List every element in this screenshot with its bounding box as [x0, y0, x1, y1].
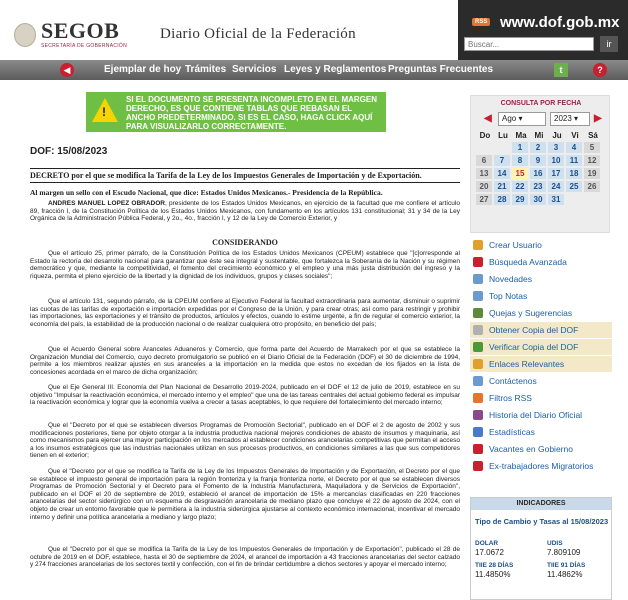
sidebar-link[interactable]	[470, 458, 612, 475]
indicator-value: 17.0672	[475, 548, 504, 557]
sidebar-link-label: Verificar Copia del DOF	[489, 342, 579, 352]
indicator-label: DOLAR	[475, 540, 499, 547]
calendar-day[interactable]: 26	[584, 181, 600, 192]
calendar-day[interactable]: 20	[476, 181, 492, 192]
calendar-day[interactable]: 7	[494, 155, 510, 166]
warning-icon: !	[92, 98, 118, 122]
intro-text: , presidente de los Estados Unidos Mexicanos, en ejercicio de la facultad que me confiere el artículo 89, fracción I, de la Constitución Política de los Estados Unidos Mexicanos, con fundamento en los artículos 131 constitucional; 31 y 34 de la Ley Orgánica de la Administración Pública Federal, y 2o., 4o., fracción I, y 12 de la Ley de Comercio Exterior, y	[30, 200, 460, 223]
calendar-weekdays	[476, 131, 606, 140]
coat-of-arms-icon	[14, 23, 36, 47]
header	[0, 0, 628, 60]
sidebar-link[interactable]	[470, 356, 612, 373]
sidebar-link[interactable]	[470, 424, 612, 441]
indicators-panel	[470, 497, 612, 600]
calendar-empty-cell	[584, 194, 600, 205]
indicator-value: 7.809109	[547, 548, 581, 557]
complaint-icon	[473, 308, 483, 318]
calendar-weekday: Ma	[515, 131, 527, 140]
calendar-empty-cell	[476, 142, 492, 153]
star-icon	[473, 291, 483, 301]
calendar-weekday: Ju	[552, 131, 562, 140]
calendar-weekday: Mi	[534, 131, 544, 140]
sidebar-link[interactable]	[470, 339, 612, 356]
calendar-day[interactable]: 10	[548, 155, 564, 166]
nav-tramites[interactable]: Trámites	[185, 64, 227, 75]
rss-icon	[473, 393, 483, 403]
calendar-empty-cell	[494, 142, 510, 153]
segob-subtitle: SECRETARÍA DE GOBERNACIÓN	[41, 43, 128, 49]
calendar-day[interactable]: 1	[512, 142, 528, 153]
paragraph-5: Que el "Decreto por el que se establecen diversos Programas de Promoción Sectorial", publicado en el DOF el 2 de agosto de 2002 y sus modificaciones posteriores, tiene por objeto otorgar a la industria productiva nacional mejores condiciones de abasto de insumos y maquinaria, así como mecanismos para ejercer una mayor participación en los mercados al establecer condiciones arancelarias competitivas que permitan el acceso a los insumos estratégicos que las industrias nacionales utilizan en sus procesos productivos, en condiciones similares a las que sus competidores tienen en el exterior;	[30, 422, 460, 460]
calendar-day[interactable]: 14	[494, 168, 510, 179]
sidebar-link[interactable]	[470, 441, 612, 458]
help-icon[interactable]: ?	[593, 63, 607, 77]
etm-icon	[473, 461, 483, 471]
calendar-day[interactable]: 21	[494, 181, 510, 192]
sidebar-link[interactable]	[470, 254, 612, 271]
warning-text[interactable]: SI EL DOCUMENTO SE PRESENTA INCOMPLETO EN EL MARGEN DERECHO, ES QUE CONTIENE TABLAS QUE REBASAN EL ANCHO PREDETERMINADO. SI ES EL CASO, HAGA CLICK AQUÍ PARA VISUALIZARLO CORRECTAMENTE.	[126, 95, 377, 131]
home-icon[interactable]: ◀	[60, 63, 74, 77]
calendar-day[interactable]: 2	[530, 142, 546, 153]
intro-paragraph	[30, 200, 460, 223]
site-box	[458, 0, 628, 60]
nav-preguntas-frecuentes[interactable]: Preguntas Frecuentes	[388, 64, 494, 75]
link-icon	[473, 359, 483, 369]
calendar-day[interactable]: 3	[548, 142, 564, 153]
month-value: Ago	[502, 114, 517, 123]
indicators-subtitle: Tipo de Cambio y Tasas al 15/08/2023	[475, 517, 609, 526]
indicator-value: 11.4850%	[475, 570, 511, 579]
indicator-label: UDIS	[547, 540, 563, 547]
rss-icon[interactable]: RSS	[472, 18, 490, 26]
calendar-day[interactable]: 22	[512, 181, 528, 192]
calendar-day[interactable]: 12	[584, 155, 600, 166]
calendar-week	[476, 181, 606, 192]
site-title: Diario Oficial de la Federación	[160, 26, 356, 42]
calendar-title: CONSULTA POR FECHA	[500, 100, 582, 107]
sidebar-link[interactable]	[470, 237, 612, 254]
calendar-weekday: Sá	[588, 131, 598, 140]
sidebar-link-label: Historia del Diario Oficial	[489, 410, 583, 420]
calendar-grid	[476, 131, 606, 205]
calendar-days	[476, 142, 606, 205]
check-icon	[473, 342, 483, 352]
sidebar-link[interactable]	[470, 373, 612, 390]
paragraph-2: Que el artículo 131, segundo párrafo, de la CPEUM confiere al Ejecutivo Federal la facultad extraordinaria para aumentar, disminuir o suprimir las cuotas de las tarifas de exportación e importación expedidas por el Congreso de la Unión, y para crear otras; así como para restringir y prohibir las importaciones, las exportaciones y el tránsito de productos, artículos y efectos, cuando lo estime urgente, a fin de regular el comercio exterior, la economía del país, la estabilidad de la producción nacional o de realizar cualquiera otro propósito, en beneficio del país;	[30, 298, 460, 328]
decree-title: DECRETO por el que se modifica la Tarifa de la Ley de los Impuestos Generales de Importación y de Exportación.	[30, 168, 460, 183]
sidebar-link-label: Novedades	[489, 274, 533, 284]
calendar-day[interactable]: 18	[566, 168, 582, 179]
calendar-day[interactable]: 4	[566, 142, 582, 153]
calendar-controls	[470, 95, 610, 135]
user-add-icon	[473, 240, 483, 250]
paragraph-7: Que el "Decreto por el que se modifica la Tarifa de la Ley de los Impuestos Generales de Importación y de Exportación", publicado el 28 de octubre de 2019 en el DOF, establece, hasta el 30 de septiembre de 2024, el arancel de importación a 43 fracciones arancelarias del sector calzado y 274 fracciones arancelarias de los sectores textil y confección, con el fin de brindar certidumbre a dichos sectores y apoyar el mercado interno;	[30, 546, 460, 569]
seal-line: Al margen un sello con el Escudo Nacional, que dice: Estados Unidos Mexicanos.- Presidencia de la República.	[30, 188, 383, 197]
sidebar-link[interactable]	[470, 288, 612, 305]
paragraph-1: Que el artículo 25, primer párrafo, de la Constitución Política de los Estados Unidos Mexicanos (CPEUM) establece que "[c]orresponde al Estado la rectoría del desarrollo nacional para garantizar que éste sea integral y sustentable, que fortalezca la Soberanía de la Nación y su régimen democrático y que, mediante la competitividad, el fomento del crecimiento económico y el empleo y una más justa distribución del ingreso y la riqueza, permita el pleno ejercicio de la libertad y la dignidad de los individuos, grupos y clases sociales";	[30, 250, 460, 280]
mail-icon	[473, 376, 483, 386]
calendar-weekday: Vi	[571, 131, 579, 140]
next-month-icon[interactable]: ▶	[594, 113, 602, 124]
sidebar-link-label: Contáctenos	[489, 376, 537, 386]
search-icon	[473, 257, 483, 267]
calendar-day[interactable]: 15	[512, 168, 528, 179]
calendar-day[interactable]: 30	[530, 194, 546, 205]
sidebar-link[interactable]	[470, 322, 612, 339]
site-url[interactable]: www.dof.gob.mx	[500, 14, 620, 31]
history-icon	[473, 410, 483, 420]
indicator-label: TIIE 91 DÍAS	[547, 562, 586, 569]
search-input[interactable]	[464, 37, 594, 51]
sidebar-link-label: Búsqueda Avanzada	[489, 257, 567, 267]
month-select[interactable]: Ago ▾	[498, 112, 546, 126]
segob-logo[interactable]	[14, 20, 127, 49]
calendar-day[interactable]: 28	[494, 194, 510, 205]
calendar-day[interactable]: 23	[530, 181, 546, 192]
sidebar-links	[470, 237, 612, 475]
calendar-day[interactable]: 11	[566, 155, 582, 166]
calendar-weekday: Do	[479, 131, 491, 140]
calendar-day[interactable]: 19	[584, 168, 600, 179]
calendar-day[interactable]: 13	[476, 168, 492, 179]
year-select[interactable]: 2023 ▾	[550, 112, 590, 126]
copy-icon	[473, 325, 483, 335]
nav-ejemplar-de-hoy[interactable]: Ejemplar de hoy	[104, 64, 182, 75]
main-nav	[0, 60, 628, 80]
calendar-day[interactable]: 25	[566, 181, 582, 192]
year-value: 2023	[554, 114, 572, 123]
calendar-day[interactable]: 8	[512, 155, 528, 166]
search-button[interactable]: ir	[600, 36, 618, 52]
sidebar-link-label: Ex-trabajadores Migratorios	[489, 461, 594, 471]
calendar-day[interactable]: 27	[476, 194, 492, 205]
sidebar-link-label: Filtros RSS	[489, 393, 532, 403]
social-icon[interactable]: t	[554, 63, 568, 77]
sidebar-link-label: Top Notas	[489, 291, 528, 301]
calendar-day[interactable]: 24	[548, 181, 564, 192]
nav-leyes-reglamentos[interactable]: Leyes y Reglamentos	[284, 64, 387, 75]
calendar-week	[476, 194, 606, 205]
nav-servicios[interactable]: Servicios	[232, 64, 277, 75]
sidebar-link[interactable]	[470, 271, 612, 288]
paragraph-4: Que el Eje General III. Economía del Plan Nacional de Desarrollo 2019-2024, publicado en el DOF el 12 de julio de 2019, establece en su objetivo "Impulsar la reactivación económica, el mercado interno y el empleo" que una de las tareas centrales del actual gobierno federal es impulsar la reactivación económica y lograr que la economía vuelva a crecer a tasas aceptables, lo que requiere del fortalecimiento del mercado interno;	[30, 384, 460, 407]
indicators-title: INDICADORES	[471, 498, 611, 510]
sidebar-link-label: Vacantes en Gobierno	[489, 444, 573, 454]
calendar-week	[476, 168, 606, 179]
calendar-empty-cell	[566, 194, 582, 205]
sidebar-link-label: Estadísticas	[489, 427, 535, 437]
indicator-label: TIIE 28 DÍAS	[475, 562, 514, 569]
president-name: ANDRÉS MANUEL LÓPEZ OBRADOR	[48, 200, 165, 207]
calendar-week	[476, 155, 606, 166]
calendar-day[interactable]: 17	[548, 168, 564, 179]
sidebar-link[interactable]	[470, 390, 612, 407]
calendar-day[interactable]: 29	[512, 194, 528, 205]
calendar-week	[476, 142, 606, 153]
sidebar-link-label: Enlaces Relevantes	[489, 359, 565, 369]
segob-title: SEGOB	[41, 18, 120, 43]
paragraph-6: Que el "Decreto por el que se modifica la Tarifa de la Ley de los Impuestos Generales de Importación y de Exportación, el Decreto por el que se establece el impuesto general de importación para la región fronteriza y la franja fronteriza norte, el Decreto por el que se establecen diversos Programas de Promoción Sectorial y el Decreto para el Fomento de la Industria Manufacturera, Maquiladora y de Servicios de Exportación", publicado en el DOF el 20 de septiembre de 2019, estableció el arancel de importación de 15% a mercancías clasificadas en 220 fracciones arancelarias del sector siderúrgico con un esquema de desgravación arancelaria de mediano plazo que concluye el 22 de agosto de 2024, con el objeto de crear un entorno favorable que le permitiera a la industria siderúrgica ajustarse al contexto económico internacional, incentivar el mercado interno y definir una política arancelaria a mediano y largo plazo;	[30, 468, 460, 521]
calendar-day[interactable]: 16	[530, 168, 546, 179]
indicator-value: 11.4862%	[547, 570, 583, 579]
considerando-heading: CONSIDERANDO	[212, 238, 278, 247]
sidebar-link[interactable]	[470, 305, 612, 322]
calendar-day[interactable]: 5	[584, 142, 600, 153]
stats-icon	[473, 427, 483, 437]
sidebar-link-label: Crear Usuario	[489, 240, 542, 250]
calendar-day[interactable]: 9	[530, 155, 546, 166]
sidebar-link-label: Obtener Copia del DOF	[489, 325, 579, 335]
calendar-day[interactable]: 31	[548, 194, 564, 205]
calendar-weekday: Lu	[498, 131, 508, 140]
sidebar-link[interactable]	[470, 407, 612, 424]
incomplete-warning[interactable]	[86, 92, 386, 132]
sidebar-link-label: Quejas y Sugerencias	[489, 308, 573, 318]
jobs-icon	[473, 444, 483, 454]
calendar-day[interactable]: 6	[476, 155, 492, 166]
document-date: DOF: 15/08/2023	[30, 146, 108, 157]
prev-month-icon[interactable]: ◀	[484, 113, 492, 124]
paragraph-3: Que el Acuerdo General sobre Aranceles Aduaneros y Comercio, que forma parte del Acuerdo de Marrakech por el que se establece la Organización Mundial del Comercio, cuyo decreto promulgatorio se publicó en el Diario Oficial de la Federación (DOF) el 30 de diciembre de 1994, permite a los miembros realizar ajustes en sus aranceles a la importación en la medida que estos no excedan de los fijados en la lista de concesiones acordada en el marco de dicha organización;	[30, 346, 460, 376]
news-icon	[473, 274, 483, 284]
